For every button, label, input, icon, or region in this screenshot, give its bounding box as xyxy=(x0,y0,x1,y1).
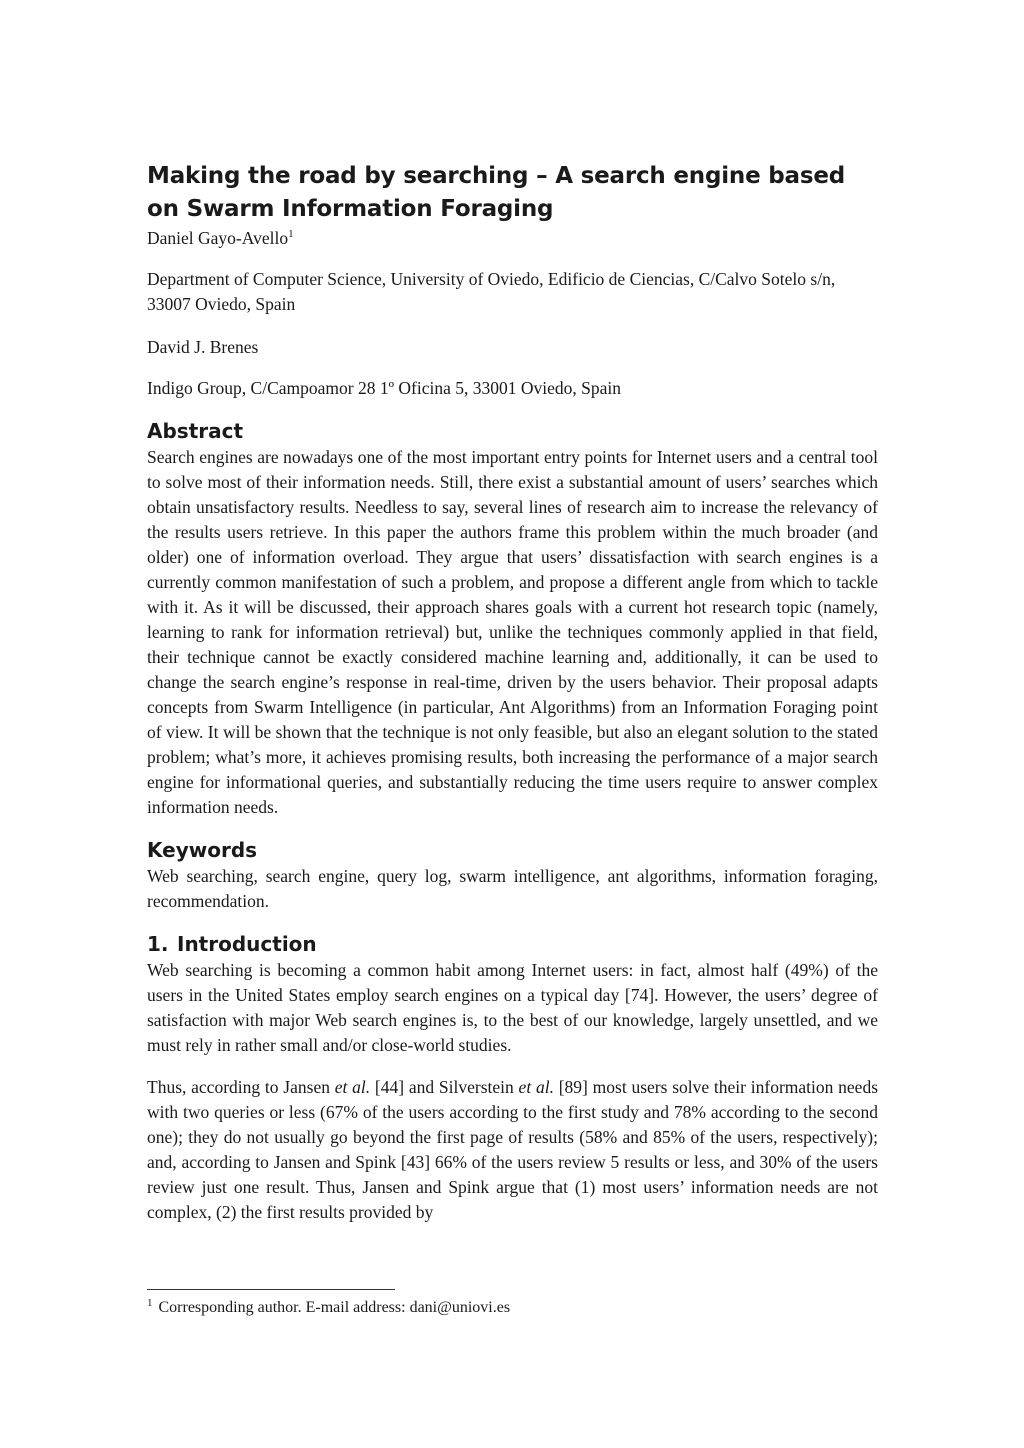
intro-text-segment: [89] most users solve their information needs with two queries or less (67% of the users according to the first study and 78% according to the second one); they do not usually go beyond the first page of results (58% and 85% of the users, respectively); and, according to Jansen and Spink [43] 66% of the users review 5 results or less, and 30% of the users review just one result. Thus, Jansen and Spink argue that (1) most users’ information needs are not complex, (2) the first results provided by xyxy=(147,1077,879,1222)
footnote-mark: 1 xyxy=(147,1296,153,1309)
et-al-italic: et al. xyxy=(518,1077,554,1097)
intro-text-segment: [44] and Silverstein xyxy=(370,1077,519,1097)
keywords-text: Web searching, search engine, query log, swarm intelligence, ant algorithms, information foraging, recommendation. xyxy=(147,866,878,911)
abstract-heading: Abstract xyxy=(147,419,244,443)
paper-title: Making the road by searching – A search engine based on Swarm Information Foraging xyxy=(147,163,846,222)
footnote-rule xyxy=(147,1289,395,1290)
intro-text-segment: Thus, according to Jansen xyxy=(147,1077,335,1097)
author-2: David J. Brenes xyxy=(147,337,259,357)
keywords-heading: Keywords xyxy=(147,838,258,862)
section-number: 1. xyxy=(147,932,169,956)
footnote xyxy=(147,1297,510,1319)
section-title: Introduction xyxy=(177,932,317,956)
paper-page xyxy=(147,160,878,1225)
footnote-text: Corresponding author. E-mail address: dani@uniovi.es xyxy=(158,1299,511,1316)
intro-paragraph-1: Web searching is becoming a common habit among Internet users: in fact, almost half (49%) of the users in the United States employ search engines on a typical day [74]. However, the users’ degree of satisfaction with major Web search engines is, to the best of our knowledge, largely unsettled, and we must rely in rather small and/or close-world studies. xyxy=(147,960,878,1055)
author-1-footnote-mark: 1 xyxy=(288,228,294,241)
affiliation-1: Department of Computer Science, University of Oviedo, Edificio de Ciencias, C/Calvo Sotelo s/n, 33007 Oviedo, Spain xyxy=(147,269,836,314)
et-al-italic: et al. xyxy=(334,1077,371,1097)
introduction-heading xyxy=(147,930,878,958)
abstract-text: Search engines are nowadays one of the most important entry points for Internet users and a central tool to solve most of their information needs. Still, there exist a substantial amount of users’ searches which obtain unsatisfactory results. Needless to say, several lines of research aim to increase the relevancy of the results users retrieve. In this paper the authors frame this problem within the much broader (and older) one of information overload. They argue that users’ dissatisfaction with search engines is a currently common manifestation of such a problem, and propose a different angle from which to tackle with it. As it will be discussed, their approach shares goals with a current hot research topic (namely, learning to rank for information retrieval) but, unlike the techniques commonly applied in that field, their technique cannot be exactly considered machine learning and, additionally, it can be used to change the search engine’s response in real-time, driven by the users behavior. Their proposal adapts concepts from Swarm Intelligence (in particular, Ant Algorithms) from an Information Foraging point of view. It will be shown that the technique is not only feasible, but also an elegant solution to the stated problem; what’s more, it achieves promising results, both increasing the performance of a major search engine for informational queries, and substantially reducing the time users require to answer complex information needs. xyxy=(147,447,878,817)
author-1-name: Daniel Gayo-Avello xyxy=(147,228,289,248)
affiliation-2: Indigo Group, C/Campoamor 28 1º Oficina 5, 33001 Oviedo, Spain xyxy=(147,378,621,398)
author-1 xyxy=(147,226,878,251)
intro-paragraph-2 xyxy=(147,1075,878,1225)
